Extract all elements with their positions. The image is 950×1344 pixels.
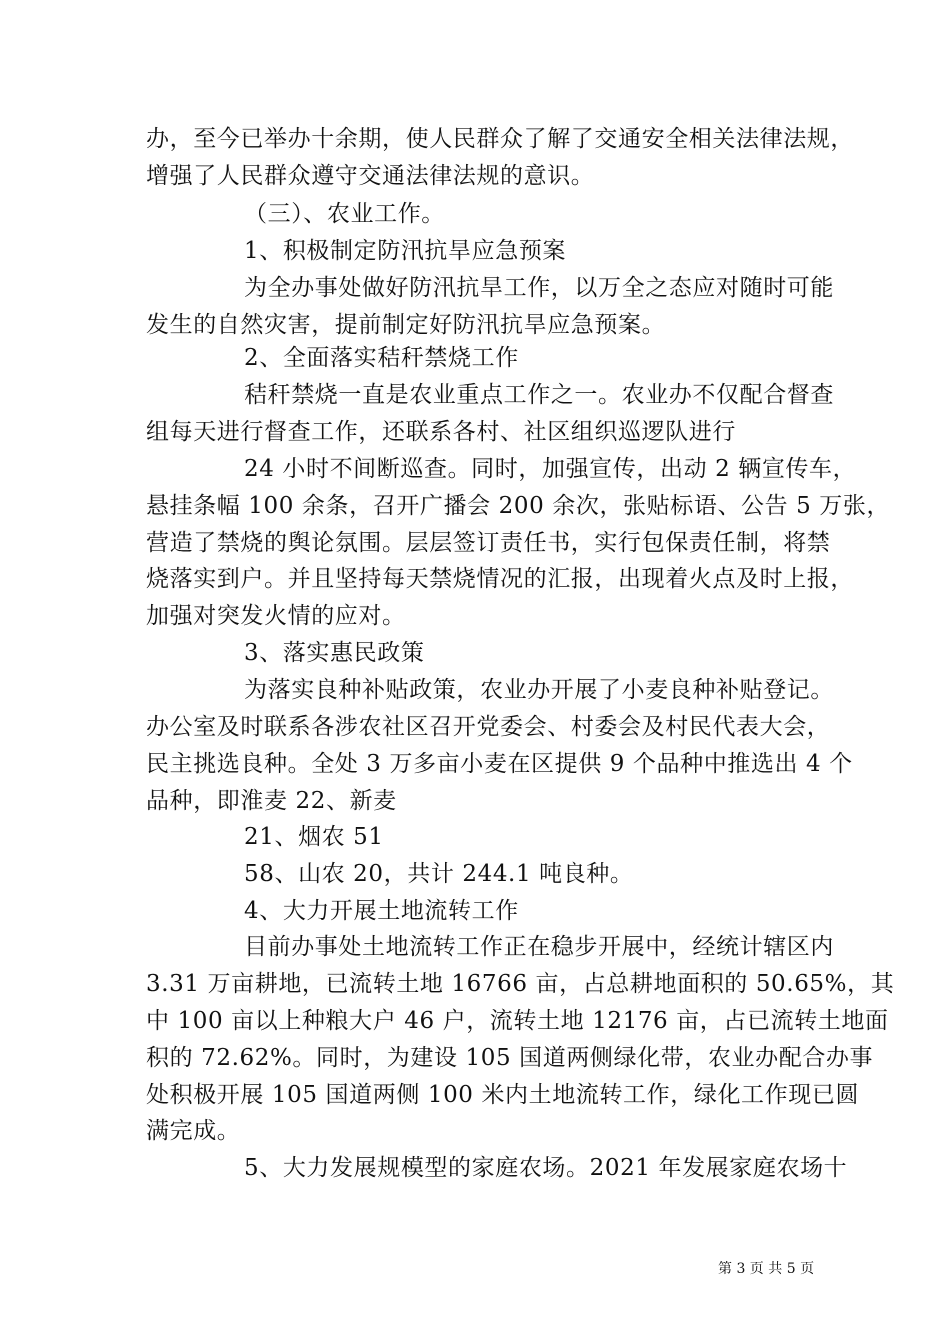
body-text-line: 秸秆禁烧一直是农业重点工作之一。农业办不仅配合督查 (244, 382, 834, 408)
body-text-line: 24 小时不间断巡查。同时，加强宣传，出动 2 辆宣传车， (244, 456, 857, 482)
body-text-line: 办，至今已举办十余期，使人民群众了解了交通安全相关法律法规， (146, 126, 854, 152)
body-text-line: 3.31 万亩耕地，已流转土地 16766 亩，占总耕地面积的 50.65%，其 (146, 971, 895, 997)
subsection-heading: 1、积极制定防汛抗旱应急预案 (244, 238, 567, 264)
body-text-line: 58、山农 20，共计 244.1 吨良种。 (244, 861, 634, 887)
body-text-line: 营造了禁烧的舆论氛围。层层签订责任书，实行包保责任制，将禁 (146, 530, 831, 556)
body-text-line: 中 100 亩以上种粮大户 46 户，流转土地 12176 亩，占已流转土地面 (146, 1008, 889, 1034)
page-number-footer: 第 3 页 共 5 页 (718, 1261, 815, 1277)
subsection-heading: 2、全面落实秸秆禁烧工作 (244, 345, 519, 371)
body-text-line: 办公室及时联系各涉农社区召开党委会、村委会及村民代表大会， (146, 714, 831, 740)
body-text-line: 满完成。 (146, 1118, 241, 1144)
body-text-line: 发生的自然灾害，提前制定好防汛抗旱应急预案。 (146, 312, 666, 338)
body-text-line: 组每天进行督查工作，还联系各村、社区组织巡逻队进行 (146, 419, 736, 445)
body-text-line: 积的 72.62%。同时，为建设 105 国道两侧绿化带，农业办配合办事 (146, 1045, 874, 1071)
body-text-line: 为全办事处做好防汛抗旱工作，以万全之态应对随时可能 (244, 275, 834, 301)
body-text-line: 21、烟农 51 (244, 824, 384, 850)
body-text-line: 加强对突发火情的应对。 (146, 603, 406, 629)
section-heading: （三）、农业工作。 (244, 201, 445, 227)
body-text-line: 处积极开展 105 国道两侧 100 米内土地流转工作，绿化工作现已圆 (146, 1082, 860, 1108)
body-text-line: 目前办事处土地流转工作正在稳步开展中，经统计辖区内 (244, 934, 834, 960)
body-text-line: 民主挑选良种。全处 3 万多亩小麦在区提供 9 个品种中推选出 4 个 (146, 751, 853, 777)
body-text-line: 悬挂条幅 100 余条，召开广播会 200 余次，张贴标语、公告 5 万张， (146, 493, 891, 519)
body-text-line: 为落实良种补贴政策，农业办开展了小麦良种补贴登记。 (244, 677, 834, 703)
body-text-line: 烧落实到户。并且坚持每天禁烧情况的汇报，出现着火点及时上报， (146, 566, 854, 592)
subsection-heading: 4、大力开展土地流转工作 (244, 898, 519, 924)
body-text-line: 品种，即淮麦 22、新麦 (146, 788, 397, 814)
body-text-line: 增强了人民群众遵守交通法律法规的意识。 (146, 163, 595, 189)
subsection-heading: 3、落实惠民政策 (244, 640, 425, 666)
subsection-heading: 5、大力发展规模型的家庭农场。2021 年发展家庭农场十 (244, 1155, 848, 1181)
